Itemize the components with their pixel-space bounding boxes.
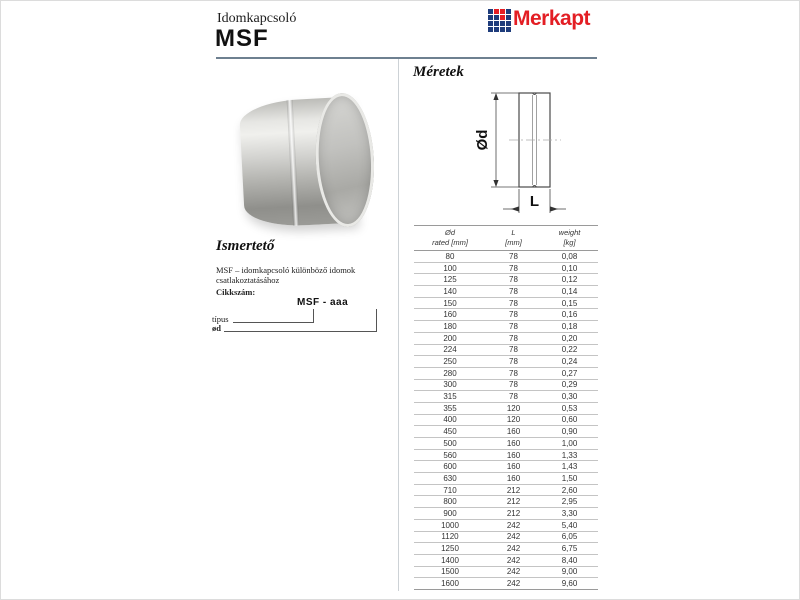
table-row: 630 160 1,50 — [414, 473, 598, 485]
table-row: 400 120 0,60 — [414, 414, 598, 426]
connector-cylinder-image — [234, 91, 381, 236]
product-description: MSF – idomkapcsoló különböző idomok csatlakoztatásához — [216, 265, 356, 285]
table-row: 180 78 0,18 — [414, 321, 598, 333]
code-line-type-horizontal — [233, 322, 314, 323]
table-row: 150 78 0,15 — [414, 297, 598, 309]
table-row: 280 78 0,27 — [414, 367, 598, 379]
table-row: 355 120 0,53 — [414, 402, 598, 414]
logo-text: Merkapt — [513, 7, 591, 30]
table-row: 200 78 0,20 — [414, 332, 598, 344]
col-header-diameter: Ød rated [mm] — [414, 226, 486, 251]
table-row: 500 160 1,00 — [414, 438, 598, 450]
col-header-weight: weight [kg] — [541, 226, 598, 251]
table-row: 224 78 0,22 — [414, 344, 598, 356]
table-row: 600 160 1,43 — [414, 461, 598, 473]
diameter-dimension-label: Ød — [474, 129, 491, 151]
table-row: 160 78 0,16 — [414, 309, 598, 321]
size-table-header — [414, 226, 598, 251]
table-row: 1600 242 9,60 — [414, 578, 598, 590]
table-row: 125 78 0,12 — [414, 274, 598, 286]
code-line-type — [313, 309, 314, 323]
code-type-label: típus — [212, 314, 229, 324]
col-header-length: L [mm] — [486, 226, 541, 251]
table-row: 140 78 0,14 — [414, 286, 598, 298]
order-code: MSF - aaa — [297, 297, 349, 308]
table-row: 1400 242 8,40 — [414, 554, 598, 566]
table-row: 100 78 0,10 — [414, 262, 598, 274]
table-row: 250 78 0,24 — [414, 356, 598, 368]
dimension-drawing — [463, 85, 608, 223]
table-row: 800 212 2,95 — [414, 496, 598, 508]
table-row: 80 78 0,08 — [414, 251, 598, 263]
product-code-title: MSF — [215, 25, 269, 52]
section-title-meretek: Méretek — [413, 64, 464, 80]
column-divider — [398, 59, 399, 591]
table-row: 315 78 0,30 — [414, 391, 598, 403]
merkapt-logo — [488, 7, 590, 32]
size-table — [414, 225, 598, 590]
order-number-label: Cikkszám: — [216, 287, 256, 297]
product-category: Idomkapcsoló — [217, 11, 297, 26]
header-divider — [216, 57, 597, 59]
table-row: 450 160 0,90 — [414, 426, 598, 438]
table-row: 710 212 2,60 — [414, 484, 598, 496]
table-row: 560 160 1,33 — [414, 449, 598, 461]
length-dimension-label: L — [529, 193, 540, 210]
section-title-ismerteto: Ismertető — [216, 238, 275, 254]
table-row: 1500 242 9,00 — [414, 566, 598, 578]
code-line-diameter-horizontal — [224, 331, 377, 332]
table-row: 300 78 0,29 — [414, 379, 598, 391]
table-row: 1250 242 6,75 — [414, 543, 598, 555]
product-photo — [238, 95, 378, 233]
code-diameter-label: ød — [212, 323, 221, 333]
table-row: 900 212 3,30 — [414, 508, 598, 520]
size-table-body — [414, 251, 598, 590]
logo-grid-icon — [488, 9, 511, 32]
table-row: 1000 242 5,40 — [414, 519, 598, 531]
table-row: 1120 242 6,05 — [414, 531, 598, 543]
code-line-diameter — [376, 309, 377, 332]
